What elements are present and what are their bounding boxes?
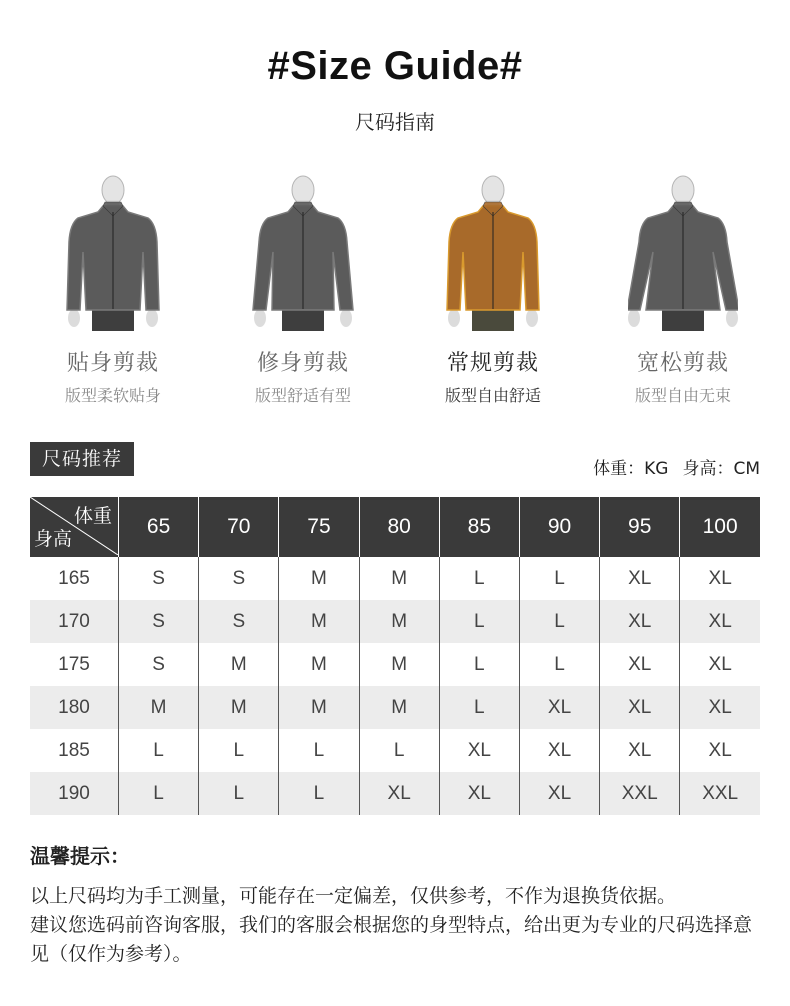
fit-option-slim [18, 172, 208, 412]
fit-description: 版型自由舒适 [444, 386, 541, 405]
size-cell: XL [708, 739, 732, 761]
fit-option-regular [398, 172, 588, 412]
size-cell: L [519, 557, 599, 600]
size-cell: M [359, 686, 439, 729]
weight-unit: 体重：KG [593, 459, 669, 479]
weight-header: 95 [600, 497, 680, 557]
height-cell: 180 [30, 686, 119, 729]
size-cell: L [199, 772, 279, 815]
size-cell: XL [439, 772, 519, 815]
tips-line: 以上尺码均为手工测量，可能存在一定偏差，仅供参考，不作为退换货依据。 [30, 885, 677, 907]
size-cell: L [279, 729, 359, 772]
tips-body [30, 882, 770, 969]
table-row [30, 772, 760, 815]
size-cell: XL [708, 653, 732, 675]
size-cell: M [359, 600, 439, 643]
table-row [30, 557, 760, 600]
size-cell: M [279, 600, 359, 643]
size-cell: XL [680, 686, 760, 729]
fit-name: 修身剪裁 [256, 351, 349, 376]
size-cell: S [199, 600, 279, 643]
height-cell: 175 [30, 643, 119, 686]
size-cell: L [359, 729, 439, 772]
table-row [30, 686, 760, 729]
jacket-figure-icon [628, 172, 738, 332]
units-note [579, 454, 760, 479]
weight-header: 75 [279, 497, 359, 557]
fit-name: 常规剪裁 [446, 351, 539, 376]
size-cell: L [519, 643, 599, 686]
height-cell: 165 [30, 557, 119, 600]
size-cell: XL [359, 772, 439, 815]
height-axis-label: 身高 [34, 528, 73, 550]
size-cell: L [119, 729, 199, 772]
size-cell: M [359, 557, 439, 600]
table-header-row [30, 497, 760, 557]
size-cell: XL [600, 557, 680, 600]
size-cell: XL [519, 729, 599, 772]
fit-option-loose [588, 172, 778, 412]
tips-line: 建议您选码前咨询客服，我们的客服会根据您的身型特点，给出更为专业的尺码选择意见（仅作为参考）。 [30, 914, 753, 965]
weight-header: 90 [519, 497, 599, 557]
size-recommend-label: 尺码推荐 [30, 442, 134, 476]
size-cell: L [119, 772, 199, 815]
tips-title: 温馨提示： [30, 844, 130, 868]
size-cell: XL [600, 729, 680, 772]
jacket-figure-icon [438, 172, 548, 332]
size-cell: M [279, 557, 359, 600]
height-cell: 190 [30, 772, 119, 815]
size-cell: S [119, 643, 199, 686]
fit-name: 贴身剪裁 [66, 351, 159, 376]
fit-description: 版型柔软贴身 [64, 386, 161, 405]
fit-options [18, 172, 778, 412]
jacket-figure-icon [58, 172, 168, 332]
size-cell: XL [519, 772, 599, 815]
size-cell: L [439, 600, 519, 643]
height-cell: 170 [30, 600, 119, 643]
weight-header: 85 [439, 497, 519, 557]
size-cell: S [119, 557, 199, 600]
table-row [30, 729, 760, 772]
table-row [30, 643, 760, 686]
weight-header: 70 [199, 497, 279, 557]
size-cell: XXL [600, 772, 680, 815]
size-cell: XL [600, 600, 680, 643]
size-cell: S [199, 557, 279, 600]
height-unit: 身高：CM [682, 459, 760, 479]
size-cell: M [119, 686, 199, 729]
size-cell: XL [600, 643, 680, 686]
page-subtitle: 尺码指南 [355, 110, 435, 134]
size-cell: L [199, 729, 279, 772]
size-cell: XL [708, 567, 732, 589]
size-cell: L [519, 600, 599, 643]
size-chart-table [30, 497, 760, 815]
size-cell: L [439, 557, 519, 600]
weight-axis-label: 体重 [73, 505, 112, 527]
fit-option-tailored [208, 172, 398, 412]
weight-header: 100 [680, 497, 760, 557]
size-cell: L [439, 643, 519, 686]
weight-header: 80 [359, 497, 439, 557]
size-cell: M [199, 643, 279, 686]
size-cell: XXL [680, 772, 760, 815]
size-cell: S [119, 600, 199, 643]
size-cell: L [279, 772, 359, 815]
table-corner-cell [30, 497, 119, 557]
fit-description: 版型自由无束 [634, 386, 731, 405]
size-cell: L [439, 686, 519, 729]
size-cell: XL [600, 686, 680, 729]
page-title: #Size Guide# [267, 44, 523, 88]
weight-header: 65 [119, 497, 199, 557]
height-cell: 185 [30, 729, 119, 772]
fit-name: 宽松剪裁 [636, 351, 729, 376]
size-cell: M [279, 686, 359, 729]
size-cell: M [359, 643, 439, 686]
size-cell: M [279, 643, 359, 686]
size-cell: XL [439, 729, 519, 772]
size-cell: XL [680, 600, 760, 643]
table-row [30, 600, 760, 643]
size-cell: M [199, 686, 279, 729]
size-cell: XL [519, 686, 599, 729]
jacket-figure-icon [248, 172, 358, 332]
fit-description: 版型舒适有型 [254, 386, 351, 405]
